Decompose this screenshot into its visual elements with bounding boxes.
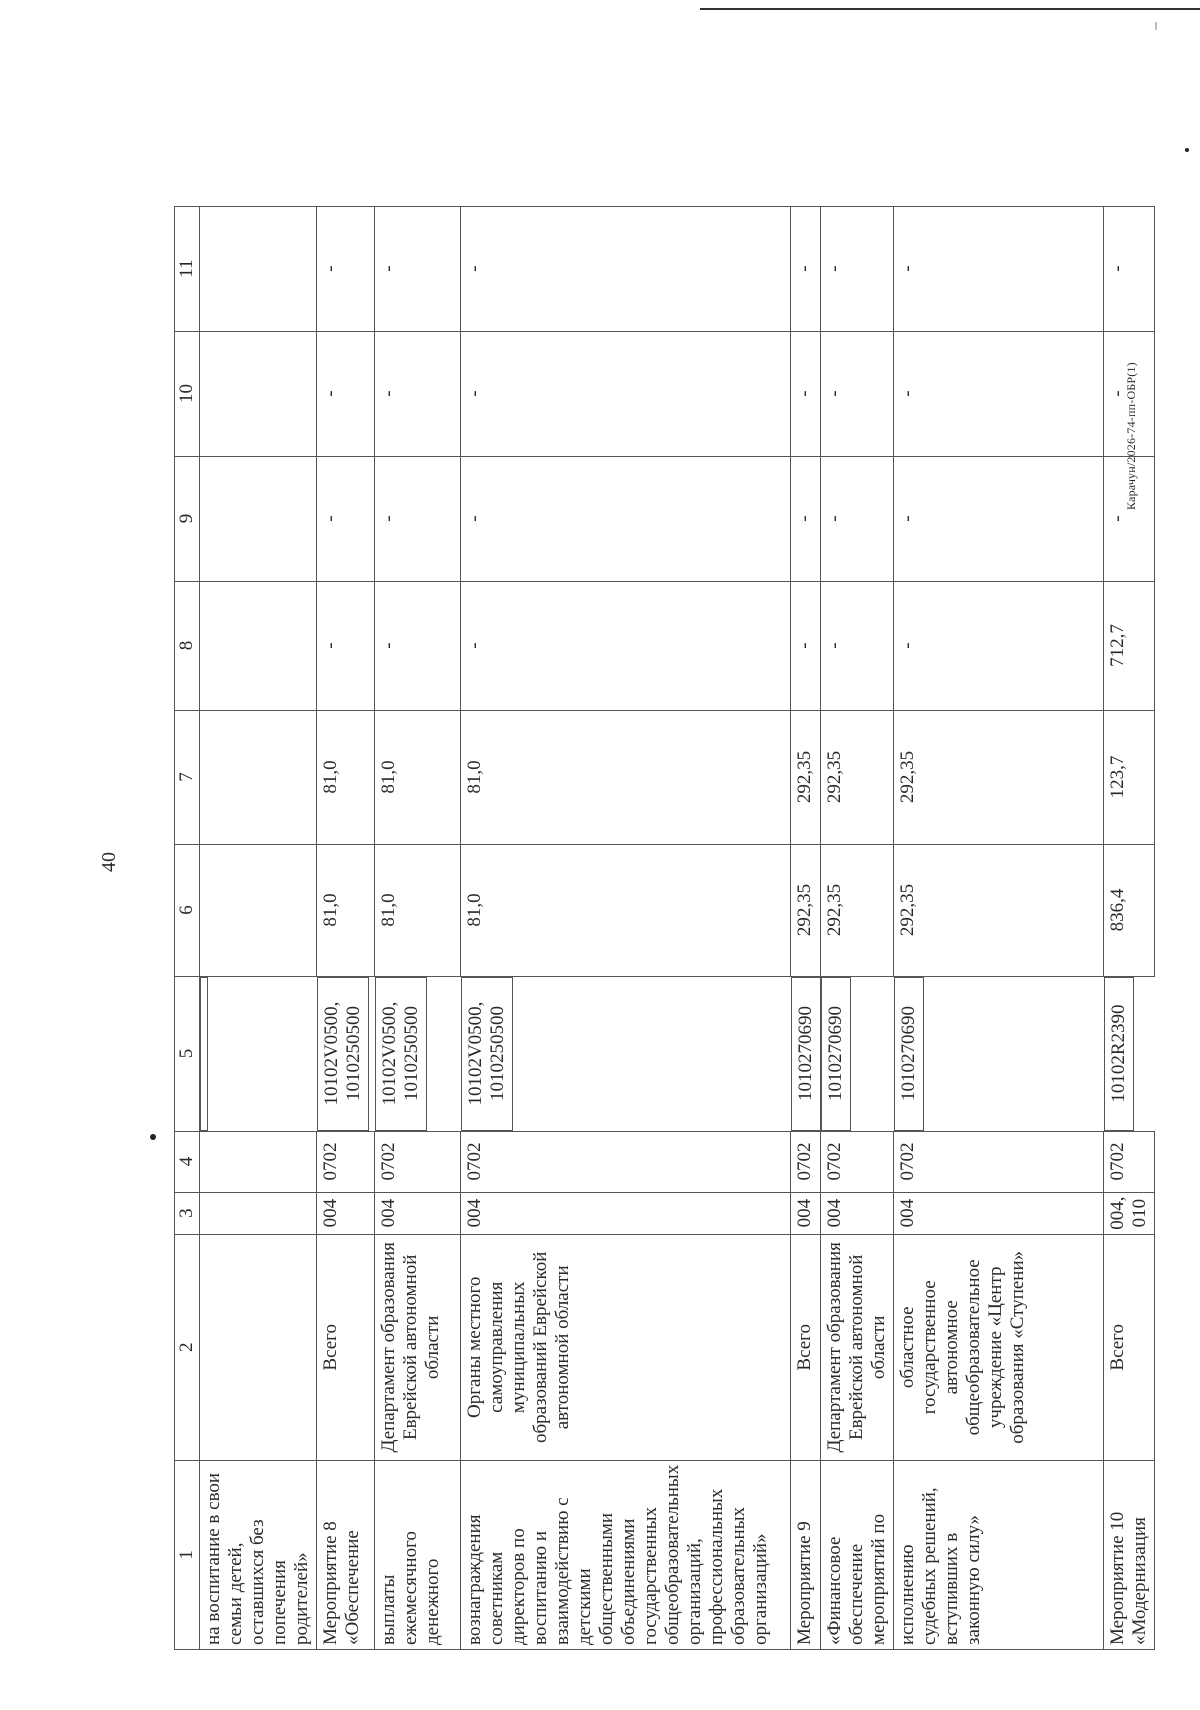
table-cell-col11: - [821, 206, 894, 331]
table-cell-col6 [200, 844, 317, 976]
table-cell-col3: 004 [791, 1192, 821, 1234]
table-cell-col9 [200, 456, 317, 581]
table-cell-col3: 004 [894, 1192, 1104, 1234]
table-row [894, 206, 1104, 1649]
table-cell-col4: 0702 [461, 1131, 791, 1192]
table-cell-col11: - [375, 206, 461, 331]
table-row [821, 206, 894, 1649]
table-cell-col11: - [317, 206, 375, 331]
table-cell-col11: - [1104, 206, 1155, 331]
table-cell-col2: Всего [791, 1234, 821, 1460]
table-cell-col7: 81,0 [317, 710, 375, 844]
table-cell-col3 [200, 1192, 317, 1234]
table-cell-col7: 123,7 [1104, 710, 1155, 844]
table-cell-col11: - [894, 206, 1104, 331]
header-cell: 1 [175, 1460, 200, 1649]
table-cell-col8: - [791, 581, 821, 710]
table-cell-col4: 0702 [1104, 1131, 1155, 1192]
table-cell-col9: - [791, 456, 821, 581]
table-cell-col4: 0702 [894, 1131, 1104, 1192]
table-cell-col2: Всего [317, 1234, 375, 1460]
table-cell-col10: - [375, 331, 461, 456]
table-cell-col2: областное государственное автономное общеобразовательное учреждение «Центр образования «Ступени» [894, 1234, 1104, 1460]
table-cell-col1: исполнению судебных решений, вступивших в законную силу» [894, 1460, 1104, 1649]
table-cell-col8: - [821, 581, 894, 710]
header-cell: 10 [175, 331, 200, 456]
table-cell-col10 [200, 331, 317, 456]
table-row [317, 206, 375, 1649]
table-cell-col10: - [894, 331, 1104, 456]
table-cell-col4: 0702 [375, 1131, 461, 1192]
table-cell-col7: 81,0 [375, 710, 461, 844]
table-body [200, 206, 1155, 1649]
footer-code: Карачун/2026-74-пп-ОБР(1) [1124, 362, 1138, 510]
table-cell-col2: Департамент образования Еврейской автономной области [821, 1234, 894, 1460]
table-cell-col7: 81,0 [461, 710, 791, 844]
table-row [200, 206, 317, 1649]
table-cell-col5: 10102V0500, 1010250500 [375, 977, 427, 1131]
scan-speck [150, 1134, 156, 1140]
table-cell-col3: 004 [821, 1192, 894, 1234]
table-cell-col5 [200, 977, 208, 1131]
table-cell-col4: 0702 [317, 1131, 375, 1192]
table-cell-col2: Департамент образования Еврейской автономной области [375, 1234, 461, 1460]
table-cell-col5: 1010270690 [791, 977, 821, 1131]
table-cell-col1: вознаграждения советникам директоров по воспитанию и взаимодействию с детскими общественными объединениями государственных общеобразовательных организаций, профессиональных образовательных организаций» [461, 1460, 791, 1649]
table-cell-col2: Органы местного самоуправления муниципальных образований Еврейской автономной области [461, 1234, 791, 1460]
table-cell-col11 [200, 206, 317, 331]
table-cell-col6: 81,0 [461, 844, 791, 976]
header-cell: 6 [175, 844, 200, 976]
table-cell-col2 [200, 1234, 317, 1460]
table-cell-col9: - [821, 456, 894, 581]
table-cell-col10: - [1104, 331, 1155, 456]
budget-table [174, 206, 1155, 1650]
table-cell-col6: 292,35 [894, 844, 1104, 976]
table-cell-col1: Мероприятие 9 [791, 1460, 821, 1649]
table-cell-col6: 81,0 [317, 844, 375, 976]
header-cell: 3 [175, 1192, 200, 1234]
header-cell: 7 [175, 710, 200, 844]
table-cell-col7: 292,35 [821, 710, 894, 844]
table-cell-col4 [200, 1131, 317, 1192]
table-cell-col1: выплаты ежемесячного денежного [375, 1460, 461, 1649]
table-cell-col10: - [461, 331, 791, 456]
table-cell-col8: - [894, 581, 1104, 710]
table-cell-col8: 712,7 [1104, 581, 1155, 710]
table-cell-col10: - [821, 331, 894, 456]
table-cell-col6: 292,35 [791, 844, 821, 976]
table-cell-col7: 292,35 [791, 710, 821, 844]
table-cell-col3: 004 [461, 1192, 791, 1234]
table-cell-col3: 004 [317, 1192, 375, 1234]
header-cell: 2 [175, 1234, 200, 1460]
table-cell-col1: Мероприятие 8 «Обеспечение [317, 1460, 375, 1649]
table-cell-col5: 10102V0500, 1010250500 [461, 977, 513, 1131]
table-cell-col9: - [894, 456, 1104, 581]
scan-speck [1185, 148, 1189, 152]
table-cell-col5: 1010270690 [894, 977, 924, 1131]
table-cell-col9: - [317, 456, 375, 581]
table-row [461, 206, 791, 1649]
header-cell: 8 [175, 581, 200, 710]
table-cell-col8: - [317, 581, 375, 710]
page-number: 40 [98, 852, 120, 872]
table-cell-col8: - [461, 581, 791, 710]
table-cell-col5: 1010270690 [821, 977, 851, 1131]
table-cell-col9: - [1104, 456, 1155, 581]
table-cell-col11: - [461, 206, 791, 331]
table-cell-col7 [200, 710, 317, 844]
header-cell: 11 [175, 206, 200, 331]
table-cell-col4: 0702 [821, 1131, 894, 1192]
table-cell-col3: 004 [375, 1192, 461, 1234]
table-cell-col6: 81,0 [375, 844, 461, 976]
header-cell: 4 [175, 1131, 200, 1192]
table-cell-col5: 10102V0500, 1010250500 [317, 977, 369, 1131]
header-cell: 9 [175, 456, 200, 581]
table-cell-col8: - [375, 581, 461, 710]
table-cell-col5: 10102R2390 [1104, 977, 1134, 1131]
scan-noise [1155, 22, 1157, 30]
table-cell-col2: Всего [1104, 1234, 1155, 1460]
table-cell-col6: 836,4 [1104, 844, 1155, 976]
table-cell-col10: - [791, 331, 821, 456]
scan-edge [700, 8, 1200, 10]
table-row [375, 206, 461, 1649]
header-row [175, 206, 200, 1649]
table-cell-col1: «Финансовое обеспечение мероприятий по [821, 1460, 894, 1649]
table-cell-col4: 0702 [791, 1131, 821, 1192]
table-cell-col9: - [375, 456, 461, 581]
table-cell-col3: 004, 010 [1104, 1192, 1155, 1234]
table-cell-col11: - [791, 206, 821, 331]
table-cell-col7: 292,35 [894, 710, 1104, 844]
header-cell: 5 [175, 976, 200, 1131]
table-cell-col10: - [317, 331, 375, 456]
table-row [791, 206, 821, 1649]
table-cell-col6: 292,35 [821, 844, 894, 976]
table-cell-col1: Мероприятие 10 «Модернизация [1104, 1460, 1155, 1649]
budget-table-wrapper [174, 206, 1155, 1650]
table-cell-col9: - [461, 456, 791, 581]
table-cell-col8 [200, 581, 317, 710]
table-cell-col1: на воспитание в свои семьи детей, оставшихся без попечения родителей» [200, 1460, 317, 1649]
